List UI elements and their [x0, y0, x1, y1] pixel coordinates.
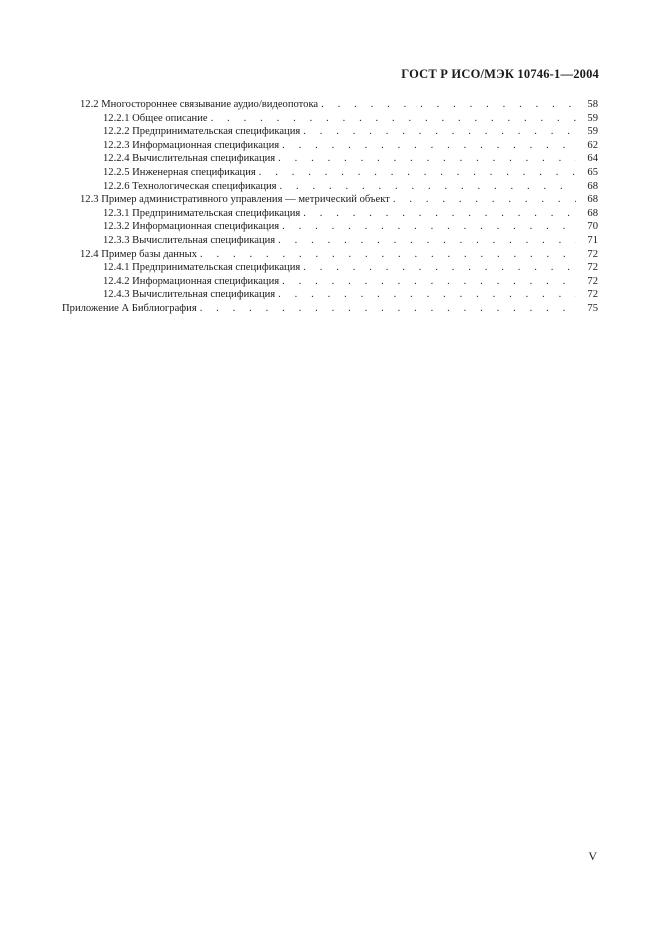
toc-entry[interactable] — [62, 112, 598, 126]
toc-entry-page: 70 — [587, 221, 598, 233]
table-of-contents — [62, 98, 598, 316]
toc-leader-dots — [278, 288, 576, 302]
toc-leader-dots — [282, 275, 576, 289]
toc-entry[interactable] — [62, 275, 598, 289]
toc-entry-page: 72 — [587, 248, 598, 260]
toc-entry-page: 72 — [587, 289, 598, 301]
toc-entry-title: 12.3.1 Предпринимательская спецификация — [103, 207, 301, 219]
toc-entry[interactable] — [62, 220, 598, 234]
toc-leader-dots — [280, 180, 576, 194]
toc-entry-title: 12.3.2 Информационная спецификация — [103, 221, 280, 233]
toc-entry-title: 12.2.4 Вычислительная спецификация — [103, 153, 276, 165]
toc-entry-page: 68 — [587, 180, 598, 192]
toc-leader-dots — [303, 261, 576, 275]
toc-entry-title: 12.2.6 Технологическая спецификация — [103, 180, 277, 192]
toc-leader-dots — [200, 248, 576, 262]
toc-entry-title: 12.2.3 Информационная спецификация — [103, 139, 280, 151]
toc-leader-dots — [393, 193, 576, 207]
toc-entry-title: 12.2.5 Инженерная спецификация — [103, 166, 256, 178]
toc-entry-page: 71 — [587, 234, 598, 246]
toc-entry-title: 12.4.3 Вычислительная спецификация — [103, 289, 276, 301]
toc-entry-title: 12.2 Многостороннее связывание аудио/видеопотока — [80, 99, 319, 110]
toc-entry-page: 75 — [587, 302, 598, 314]
toc-entry-page: 64 — [587, 153, 598, 165]
toc-entry[interactable] — [62, 139, 598, 153]
toc-leader-dots — [259, 166, 576, 180]
toc-entry-title: Приложение А Библиография — [62, 302, 197, 314]
toc-leader-dots — [303, 125, 576, 139]
toc-entry[interactable] — [62, 288, 598, 302]
toc-leader-dots — [282, 220, 576, 234]
toc-entry[interactable] — [62, 207, 598, 221]
toc-entry-title: 12.3.3 Вычислительная спецификация — [103, 234, 276, 246]
toc-entry[interactable] — [62, 248, 598, 262]
document-header-code: ГОСТ Р ИСО/МЭК 10746-1—2004 — [401, 67, 599, 81]
toc-leader-dots — [278, 152, 576, 166]
toc-entry-title: 12.4.1 Предпринимательская спецификация — [103, 262, 301, 274]
page-number: V — [588, 849, 597, 863]
toc-entry-page: 68 — [587, 207, 598, 219]
toc-leader-dots — [200, 302, 576, 316]
toc-entry-title: 12.3 Пример административного управления — метрический объект — [80, 194, 390, 206]
toc-entry[interactable] — [62, 193, 598, 207]
toc-entry-page: 72 — [587, 275, 598, 287]
toc-entry[interactable] — [62, 261, 598, 275]
toc-entry-page: 65 — [587, 166, 598, 178]
toc-entry-page: 59 — [587, 112, 598, 124]
toc-leader-dots — [303, 207, 576, 221]
toc-leader-dots — [211, 112, 576, 126]
toc-entry[interactable] — [62, 125, 598, 139]
toc-entry-title: 12.2.1 Общее описание — [103, 112, 208, 124]
toc-entry-title: 12.4 Пример базы данных — [80, 248, 198, 260]
toc-entry[interactable] — [62, 152, 598, 166]
toc-leader-dots — [278, 234, 576, 248]
toc-entry-appendix[interactable] — [62, 302, 598, 316]
toc-entry-page: 62 — [587, 139, 598, 151]
toc-entry-title: 12.4.2 Информационная спецификация — [103, 275, 280, 287]
toc-entry-page: 58 — [587, 99, 598, 110]
toc-entry[interactable] — [62, 166, 598, 180]
toc-entry-page: 59 — [587, 126, 598, 138]
toc-entry-page: 72 — [587, 262, 598, 274]
toc-leader-dots — [321, 98, 576, 112]
toc-entry[interactable] — [62, 234, 598, 248]
toc-entry[interactable] — [62, 98, 598, 112]
toc-entry-title: 12.2.2 Предпринимательская спецификация — [103, 126, 301, 138]
toc-entry[interactable] — [62, 180, 598, 194]
toc-leader-dots — [282, 139, 576, 153]
toc-entry-page: 68 — [587, 194, 598, 206]
